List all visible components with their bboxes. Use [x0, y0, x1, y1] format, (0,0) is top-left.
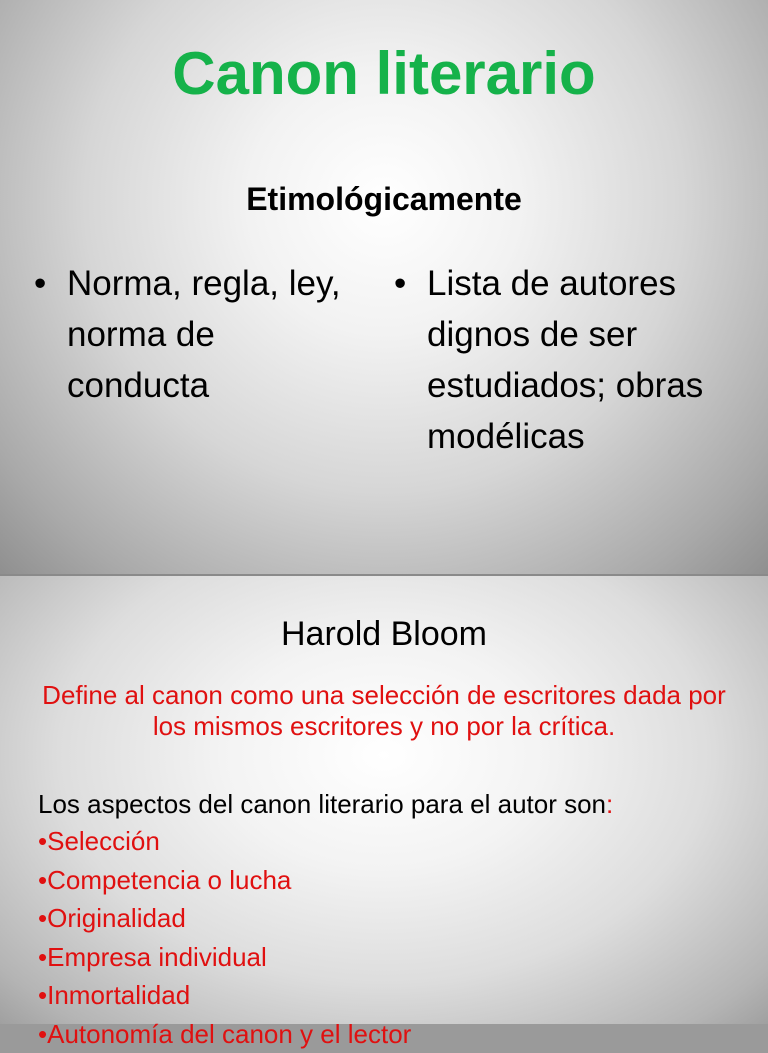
slide-2 [0, 576, 768, 1024]
list-item: •Empresa individual [38, 938, 758, 977]
slide-subtitle: Etimológicamente [0, 178, 768, 220]
author-name: Harold Bloom [0, 612, 768, 656]
list-item-text: Norma, regla, ley, norma de conducta [67, 264, 341, 405]
list-item [34, 258, 354, 411]
list-item: •Selección [38, 822, 758, 861]
list-item: •Autonomía del canon y el lector [38, 1015, 758, 1053]
left-bullet-list [34, 258, 354, 411]
list-item-text: Lista de autores dignos de ser estudiados; obras modélicas [427, 264, 703, 456]
definition-text: Define al canon como una selección de escritores dada por los mismos escritores y no por la crítica. [30, 680, 738, 742]
aspects-intro-colon: : [606, 789, 613, 819]
aspects-list [38, 822, 758, 1053]
aspects-intro [38, 786, 758, 822]
bullet-icon: • [394, 258, 406, 309]
list-item: •Competencia o lucha [38, 861, 758, 900]
list-item: •Originalidad [38, 899, 758, 938]
list-item [394, 258, 754, 462]
aspects-intro-text: Los aspectos del canon literario para el autor son [38, 789, 606, 819]
list-item: •Inmortalidad [38, 976, 758, 1015]
slide-title: Canon literario [0, 36, 768, 112]
right-bullet-list [394, 258, 754, 462]
bullet-icon: • [34, 258, 46, 309]
